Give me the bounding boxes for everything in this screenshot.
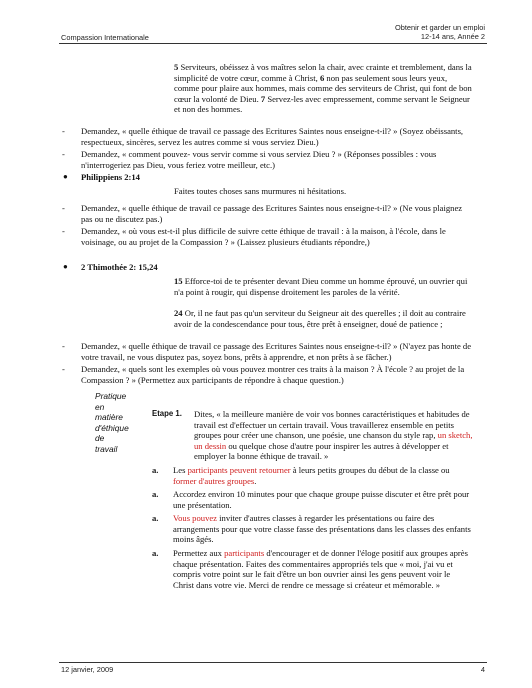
bullet-icon: ● <box>63 172 68 181</box>
substep-text: Accordez environ 10 minutes pour que chaque groupe puisse discuter et être prêt pour une présentation. <box>173 489 470 510</box>
dash-marker: - <box>62 149 65 159</box>
verse-text: Or, il ne faut pas qu'un serviteur du Seigneur ait des querelles ; il doit au contraire avoir de la condescendance pour tous, être prêt à enseigner, doué de patience ; <box>174 308 466 329</box>
header-age-year: 12-14 ans, Année 2 <box>420 32 485 41</box>
substep-text-part: d'encourager et de donner l'éloge positif aux groupes après chaque présentation. Faites des commentaires appropriés tels que « moi, j'ai vu et compris votre point sur le fait d'être un bon ouvrier ainsi les gens peuvent voir le Christ dans votre vie. Merci de rendre ce message si créateur et mémorable. » <box>173 548 468 590</box>
ephesians-verse-block <box>174 62 474 115</box>
dash-marker: - <box>62 126 65 136</box>
substep-highlight: participants peuvent retourner <box>187 465 291 475</box>
verse-number: 5 <box>174 62 179 72</box>
verse-text: Servez-les avec empressement, comme servant le Seigneur et non des hommes. <box>174 93 470 115</box>
dash-marker: - <box>62 364 65 374</box>
philippians-verse: Faites toutes choses sans murmures ni hésitations. <box>174 186 347 196</box>
substep-text-part: Les <box>173 465 188 475</box>
timothy-verse-24 <box>174 308 474 329</box>
question-text: Demandez, « quelle éthique de travail ce passage des Ecritures Saintes nous enseigne-t-il? » (Soyez obéissants, respectueux, sincères, servez les autres comme si vous serviez Dieu.) <box>81 126 464 147</box>
scripture-reference: Philippiens 2:14 <box>81 172 140 182</box>
substep-label: a. <box>152 489 159 499</box>
substep-highlight: Vous pouvez <box>173 513 218 523</box>
step-text-highlight: un sketch, un dessin <box>194 430 473 451</box>
header-rule <box>59 43 487 44</box>
verse-text: non pas seulement sous leurs yeux, comme pour plaire aux hommes, mais comme des serviteurs de Christ, qui font de bon cœur la volonté de Dieu. <box>174 72 472 104</box>
verse-number: 7 <box>260 93 266 104</box>
substep-text <box>173 465 473 486</box>
substep-text <box>173 513 473 545</box>
question-text: Demandez, « quels sont les exemples où vous pouvez montrer ces traits à la maison ? À l'école ? au projet de la Compassion ? » (Permettez aux participants de répondre à chaque question.) <box>81 364 465 385</box>
section-heading: Pratique en matière d'éthique de travail <box>95 391 129 454</box>
substep-text-part: . <box>254 475 257 486</box>
substep-label: a. <box>152 465 159 475</box>
verse-text: Serviteurs, obéissez à vos maîtres selon la chair, avec crainte et tremblement, dans la simplicité de votre cœur, comme à Christ, <box>174 62 472 83</box>
question-text: Demandez, « quelle éthique de travail ce passage des Ecritures Saintes nous enseigne-t-il? » (Ne vous plaignez pas ou ne discutez pas.) <box>81 203 463 224</box>
substep-text-part: à leurs petits groupes du début de la classe ou <box>290 465 450 475</box>
header-title-block <box>395 23 485 41</box>
dash-marker: - <box>62 341 65 351</box>
verse-text: Efforce-toi de te présenter devant Dieu comme un homme éprouvé, un ouvrier qui n'a point à rougir, qui dispense droitement les paroles de la vérité. <box>174 276 468 297</box>
step-label: Etape 1. <box>152 409 182 418</box>
scripture-reference: 2 Thimothée 2: 15,24 <box>81 262 158 272</box>
step-text-part: Dites, « la meilleure manière de voir vos bonnes caractéristiques et habitudes de travail est d'effectuer un certain travail. Vous travaillerez ensemble en petits groupes pour créer une chanson, une poésie, une chanson du style rap, <box>194 409 470 441</box>
substep-label: a. <box>152 513 159 523</box>
substep-text-part: inviter d'autres classes à regarder les présentations ou faire des arrangements pour que votre classe fasse des présentations dans les classes des enfants moins âgés. <box>173 513 471 545</box>
dash-marker: - <box>62 226 65 236</box>
question-text: Demandez, « où vous est-t-il plus difficile de suivre cette éthique de travail : à la maison, à l'école, dans le voisinage, ou au projet de la Compassion ? » (Laissez plusieurs étudiants répondre,) <box>81 226 446 247</box>
footer-date: 12 janvier, 2009 <box>61 665 114 674</box>
substep-text <box>173 548 473 590</box>
verse-number: 15 <box>174 276 183 286</box>
dash-marker: - <box>62 203 65 213</box>
substep-highlight: former d'autres groupes <box>173 475 255 486</box>
substep-text-part: Permettez aux <box>173 548 225 558</box>
page-number: 4 <box>480 665 485 674</box>
verse-number: 6 <box>319 72 325 83</box>
step-text <box>194 409 474 462</box>
substep-label: a. <box>152 548 159 558</box>
question-text: Demandez, « comment pouvez- vous servir comme si vous serviez Dieu ? » (Réponses possibles : vous n'interrogeriez pas Dieu, vous feriez votre meilleur, etc.) <box>81 149 437 170</box>
verse-number: 24 <box>174 308 183 318</box>
substep-highlight: participants <box>224 548 265 558</box>
bullet-icon: ● <box>63 262 68 271</box>
timothy-verse-15 <box>174 276 474 297</box>
question-text: Demandez, « quelle éthique de travail ce passage des Ecritures Saintes nous enseigne-t-il? » (N'ayez pas honte de votre travail, ne vous disputez pas, soyez bons, prêts à apprendre, et non prêts à se fâcher.) <box>81 341 472 362</box>
header-organization: Compassion Internationale <box>61 33 149 42</box>
footer-rule <box>59 662 487 663</box>
step-text-part: ou quelque chose d'autre pour inspirer les autres à développer et employer la bonne éthique de travail. » <box>194 440 449 462</box>
header-course-title: Obtenir et garder un emploi <box>395 23 485 32</box>
